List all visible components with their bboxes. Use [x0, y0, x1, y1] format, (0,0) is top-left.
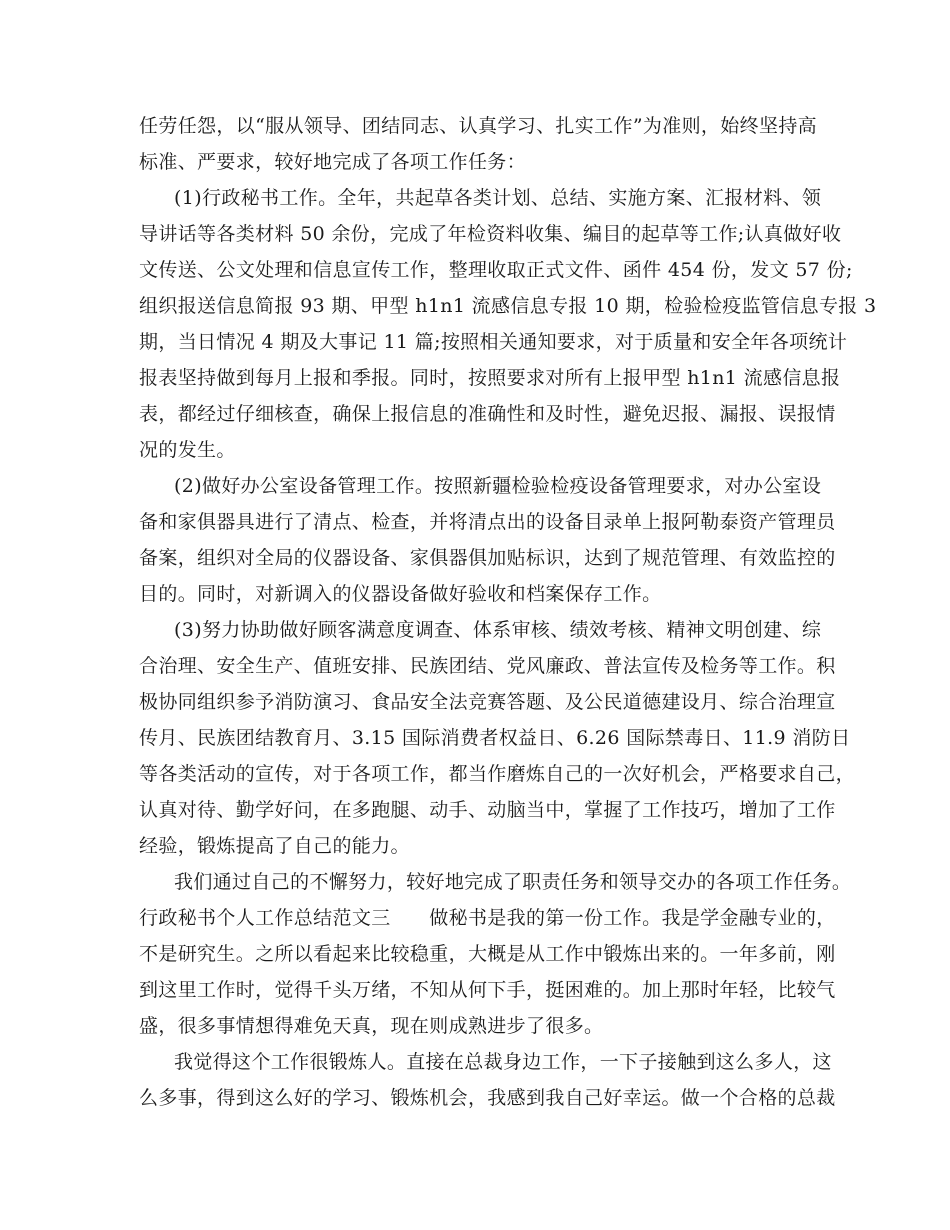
- text-line: 备案，组织对全局的仪器设备、家俱器俱加贴标识，达到了规范管理、有效监控的: [139, 547, 836, 569]
- text-line: 任劳任怨，以“服从领导、团结同志、认真学习、扎实工作”为准则，始终坚持高: [139, 115, 818, 137]
- text-line: 认真对待、勤学好问，在多跑腿、动手、动脑当中，掌握了工作技巧，增加了工作: [139, 799, 836, 821]
- text-line: 极协同组织参予消防演习、食品安全法竞赛答题、及公民道德建设月、综合治理宣: [139, 691, 836, 713]
- paragraph-start-line: (3)努力协助做好顾客满意度调查、体系审核、绩效考核、精神文明创建、综: [174, 619, 822, 641]
- text-line: 表，都经过仔细核查，确保上报信息的准确性和及时性，避免迟报、漏报、误报情: [139, 403, 836, 425]
- text-line: 目的。同时，对新调入的仪器设备做好验收和档案保存工作。: [139, 583, 662, 605]
- paragraph-start-line: 我们通过自己的不懈努力，较好地完成了职责任务和领导交办的各项工作任务。: [174, 871, 852, 893]
- text-line: 么多事，得到这么好的学习、锻炼机会，我感到我自己好幸运。做一个合格的总裁: [139, 1087, 836, 1109]
- text-line: 经验，锻炼提高了自己的能力。: [139, 835, 410, 857]
- text-line: 期，当日情况 4 期及大事记 11 篇;按照相关通知要求，对于质量和安全年各项统计: [139, 331, 848, 353]
- text-line: 等各类活动的宣传，对于各项工作，都当作磨炼自己的一次好机会，严格要求自己，: [139, 763, 855, 785]
- text-line: 组织报送信息简报 93 期、甲型 h1n1 流感信息专报 10 期，检验检疫监管信息专报 3: [139, 295, 877, 317]
- paragraph-start-line: (1)行政秘书工作。全年，共起草各类计划、总结、实施方案、汇报材料、领: [174, 187, 822, 209]
- text-line: 行政秘书个人工作总结范文三 做秘书是我的第一份工作。我是学金融专业的，: [139, 907, 836, 929]
- paragraph-start-line: 我觉得这个工作很锻炼人。直接在总裁身边工作，一下子接触到这么多人，这: [174, 1051, 832, 1073]
- text-line: 传月、民族团结教育月、3.15 国际消费者权益日、6.26 国际禁毒日、11.9 消防日: [139, 727, 851, 749]
- text-line: 合治理、安全生产、值班安排、民族团结、党风廉政、普法宣传及检务等工作。积: [139, 655, 836, 677]
- text-line: 到这里工作时，觉得千头万绪，不知从何下手，挺困难的。加上那时年轻，比较气: [139, 979, 836, 1001]
- paragraph-start-line: (2)做好办公室设备管理工作。按照新疆检验检疫设备管理要求，对办公室设: [174, 475, 822, 497]
- text-line: 报表坚持做到每月上报和季报。同时，按照要求对所有上报甲型 h1n1 流感信息报: [139, 367, 841, 389]
- text-line: 标准、严要求，较好地完成了各项工作任务：: [139, 151, 527, 173]
- text-line: 备和家俱器具进行了清点、检查，并将清点出的设备目录单上报阿勒泰资产管理员: [139, 511, 836, 533]
- text-line: 盛，很多事情想得难免天真，现在则成熟进步了很多。: [139, 1015, 604, 1037]
- text-line: 导讲话等各类材料 50 余份，完成了年检资料收集、编目的起草等工作;认真做好收: [139, 223, 842, 245]
- text-line: 况的发生。: [139, 439, 236, 461]
- text-line: 文传送、公文处理和信息宣传工作，整理收取正式文件、函件 454 份，发文 57 份;: [139, 259, 853, 281]
- text-line: 不是研究生。之所以看起来比较稳重，大概是从工作中锻炼出来的。一年多前，刚: [139, 943, 836, 965]
